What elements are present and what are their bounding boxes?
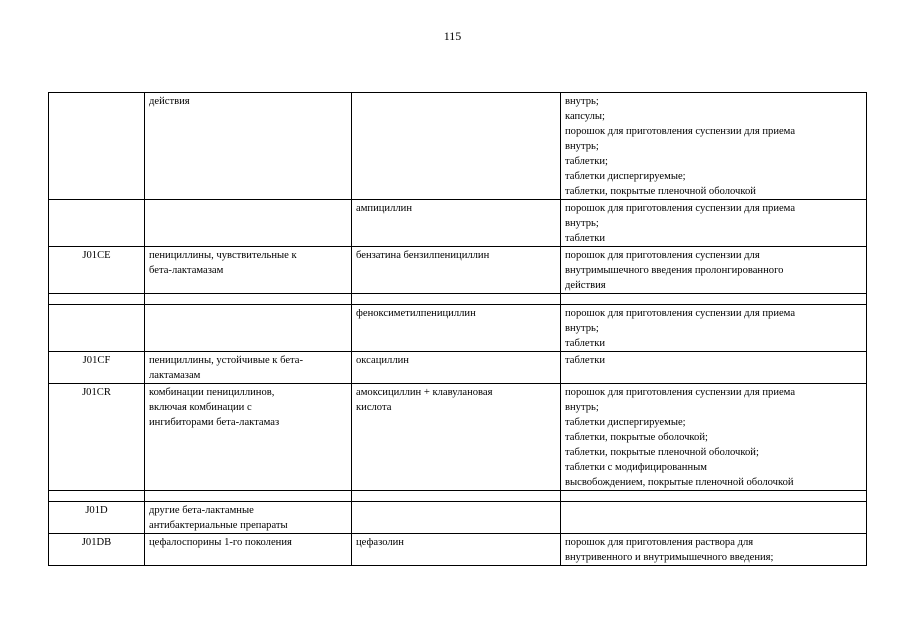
atc-code-cell [49,93,145,200]
drug-name-cell [352,93,561,200]
dosage-forms-line: внутрь; [565,141,599,152]
drug-name-line: феноксиметилпенициллин [356,308,476,319]
group-cell [145,93,352,200]
group-cell [145,247,352,294]
dosage-forms-line: таблетки диспергируемые; [565,417,686,428]
dosage-forms-cell [561,502,867,534]
dosage-forms-line: внутривенного и внутримышечного введения; [565,552,774,563]
dosage-forms-line: таблетки [565,355,606,366]
group-line: пенициллины, устойчивые к бета- [149,355,304,366]
drug-name-cell [352,534,561,566]
dosage-forms-line: таблетки, покрытые пленочной оболочкой; [565,447,759,458]
table-row [49,502,867,534]
drug-name-cell [352,294,561,305]
atc-code-cell: J01CE [49,247,145,294]
dosage-forms-line: внутрь; [565,96,599,107]
drug-name-line: оксациллин [356,355,409,366]
dosage-forms-cell [561,200,867,247]
dosage-forms-cell [561,352,867,384]
table-row [49,305,867,352]
drug-name-cell [352,247,561,294]
drug-name-line: амоксициллин + клавулановая [356,387,493,398]
group-line: бета-лактамазам [149,265,224,276]
dosage-forms-line: таблетки диспергируемые; [565,171,686,182]
dosage-forms-cell [561,491,867,502]
table-row [49,247,867,294]
dosage-forms-line: таблетки, покрытые пленочной оболочкой [565,186,756,197]
table-row [49,200,867,247]
atc-code-cell: J01CR [49,384,145,491]
dosage-forms-line: высвобождением, покрытые пленочной оболочкой [565,477,794,488]
dosage-forms-line: действия [565,280,606,291]
atc-code-cell [49,305,145,352]
dosage-forms-line: таблетки с модифицированным [565,462,707,473]
dosage-forms-line: порошок для приготовления суспензии для приема [565,387,796,398]
group-cell [145,294,352,305]
drug-name-cell [352,384,561,491]
table-row [49,534,867,566]
dosage-forms-line: таблетки [565,338,606,349]
table-row [49,294,867,305]
group-cell [145,200,352,247]
dosage-forms-line: внутрь; [565,218,599,229]
drug-name-cell [352,491,561,502]
drug-name-cell [352,502,561,534]
dosage-forms-line: внутрь; [565,323,599,334]
group-cell [145,491,352,502]
dosage-forms-line: порошок для приготовления раствора для [565,537,754,548]
dosage-forms-cell [561,247,867,294]
group-cell [145,305,352,352]
group-line: цефалоспорины 1-го поколения [149,537,292,548]
dosage-forms-cell [561,93,867,200]
dosage-forms-line: порошок для приготовления суспензии для приема [565,126,796,137]
drug-name-line: цефазолин [356,537,404,548]
group-line: лактамазам [149,370,201,381]
group-line: ингибиторами бета-лактамаз [149,417,280,428]
group-line: пенициллины, чувствительные к [149,250,297,261]
drug-name-line: кислота [356,402,392,413]
atc-code-cell [49,491,145,502]
table-row [49,93,867,200]
atc-code-cell [49,294,145,305]
group-line: включая комбинации с [149,402,252,413]
dosage-forms-line: капсулы; [565,111,605,122]
dosage-forms-line: таблетки [565,233,606,244]
dosage-forms-line: таблетки; [565,156,608,167]
atc-code-cell: J01CF [49,352,145,384]
atc-code-cell: J01DB [49,534,145,566]
atc-code-cell [49,200,145,247]
drug-name-cell [352,200,561,247]
table-row [49,491,867,502]
dosage-forms-cell [561,534,867,566]
group-line: действия [149,96,190,107]
atc-code-cell: J01D [49,502,145,534]
page-number: 115 [443,29,462,43]
group-cell [145,384,352,491]
drug-name-line: ампициллин [356,203,412,214]
dosage-forms-cell [561,384,867,491]
drug-name-cell [352,305,561,352]
drug-classification-table [48,92,867,566]
group-cell [145,534,352,566]
group-line: другие бета-лактамные [149,505,254,516]
drug-name-line: бензатина бензилпенициллин [356,250,490,261]
group-cell [145,352,352,384]
drug-name-cell [352,352,561,384]
dosage-forms-line: внутримышечного введения пролонгированного [565,265,784,276]
group-line: комбинации пенициллинов, [149,387,275,398]
table-row [49,384,867,491]
dosage-forms-cell [561,294,867,305]
dosage-forms-cell [561,305,867,352]
table-row [49,352,867,384]
dosage-forms-line: порошок для приготовления суспензии для приема [565,308,796,319]
dosage-forms-line: порошок для приготовления суспензии для [565,250,760,261]
dosage-forms-line: таблетки, покрытые оболочкой; [565,432,708,443]
group-line: антибактериальные препараты [149,520,288,531]
group-cell [145,502,352,534]
dosage-forms-line: внутрь; [565,402,599,413]
dosage-forms-line: порошок для приготовления суспензии для приема [565,203,796,214]
